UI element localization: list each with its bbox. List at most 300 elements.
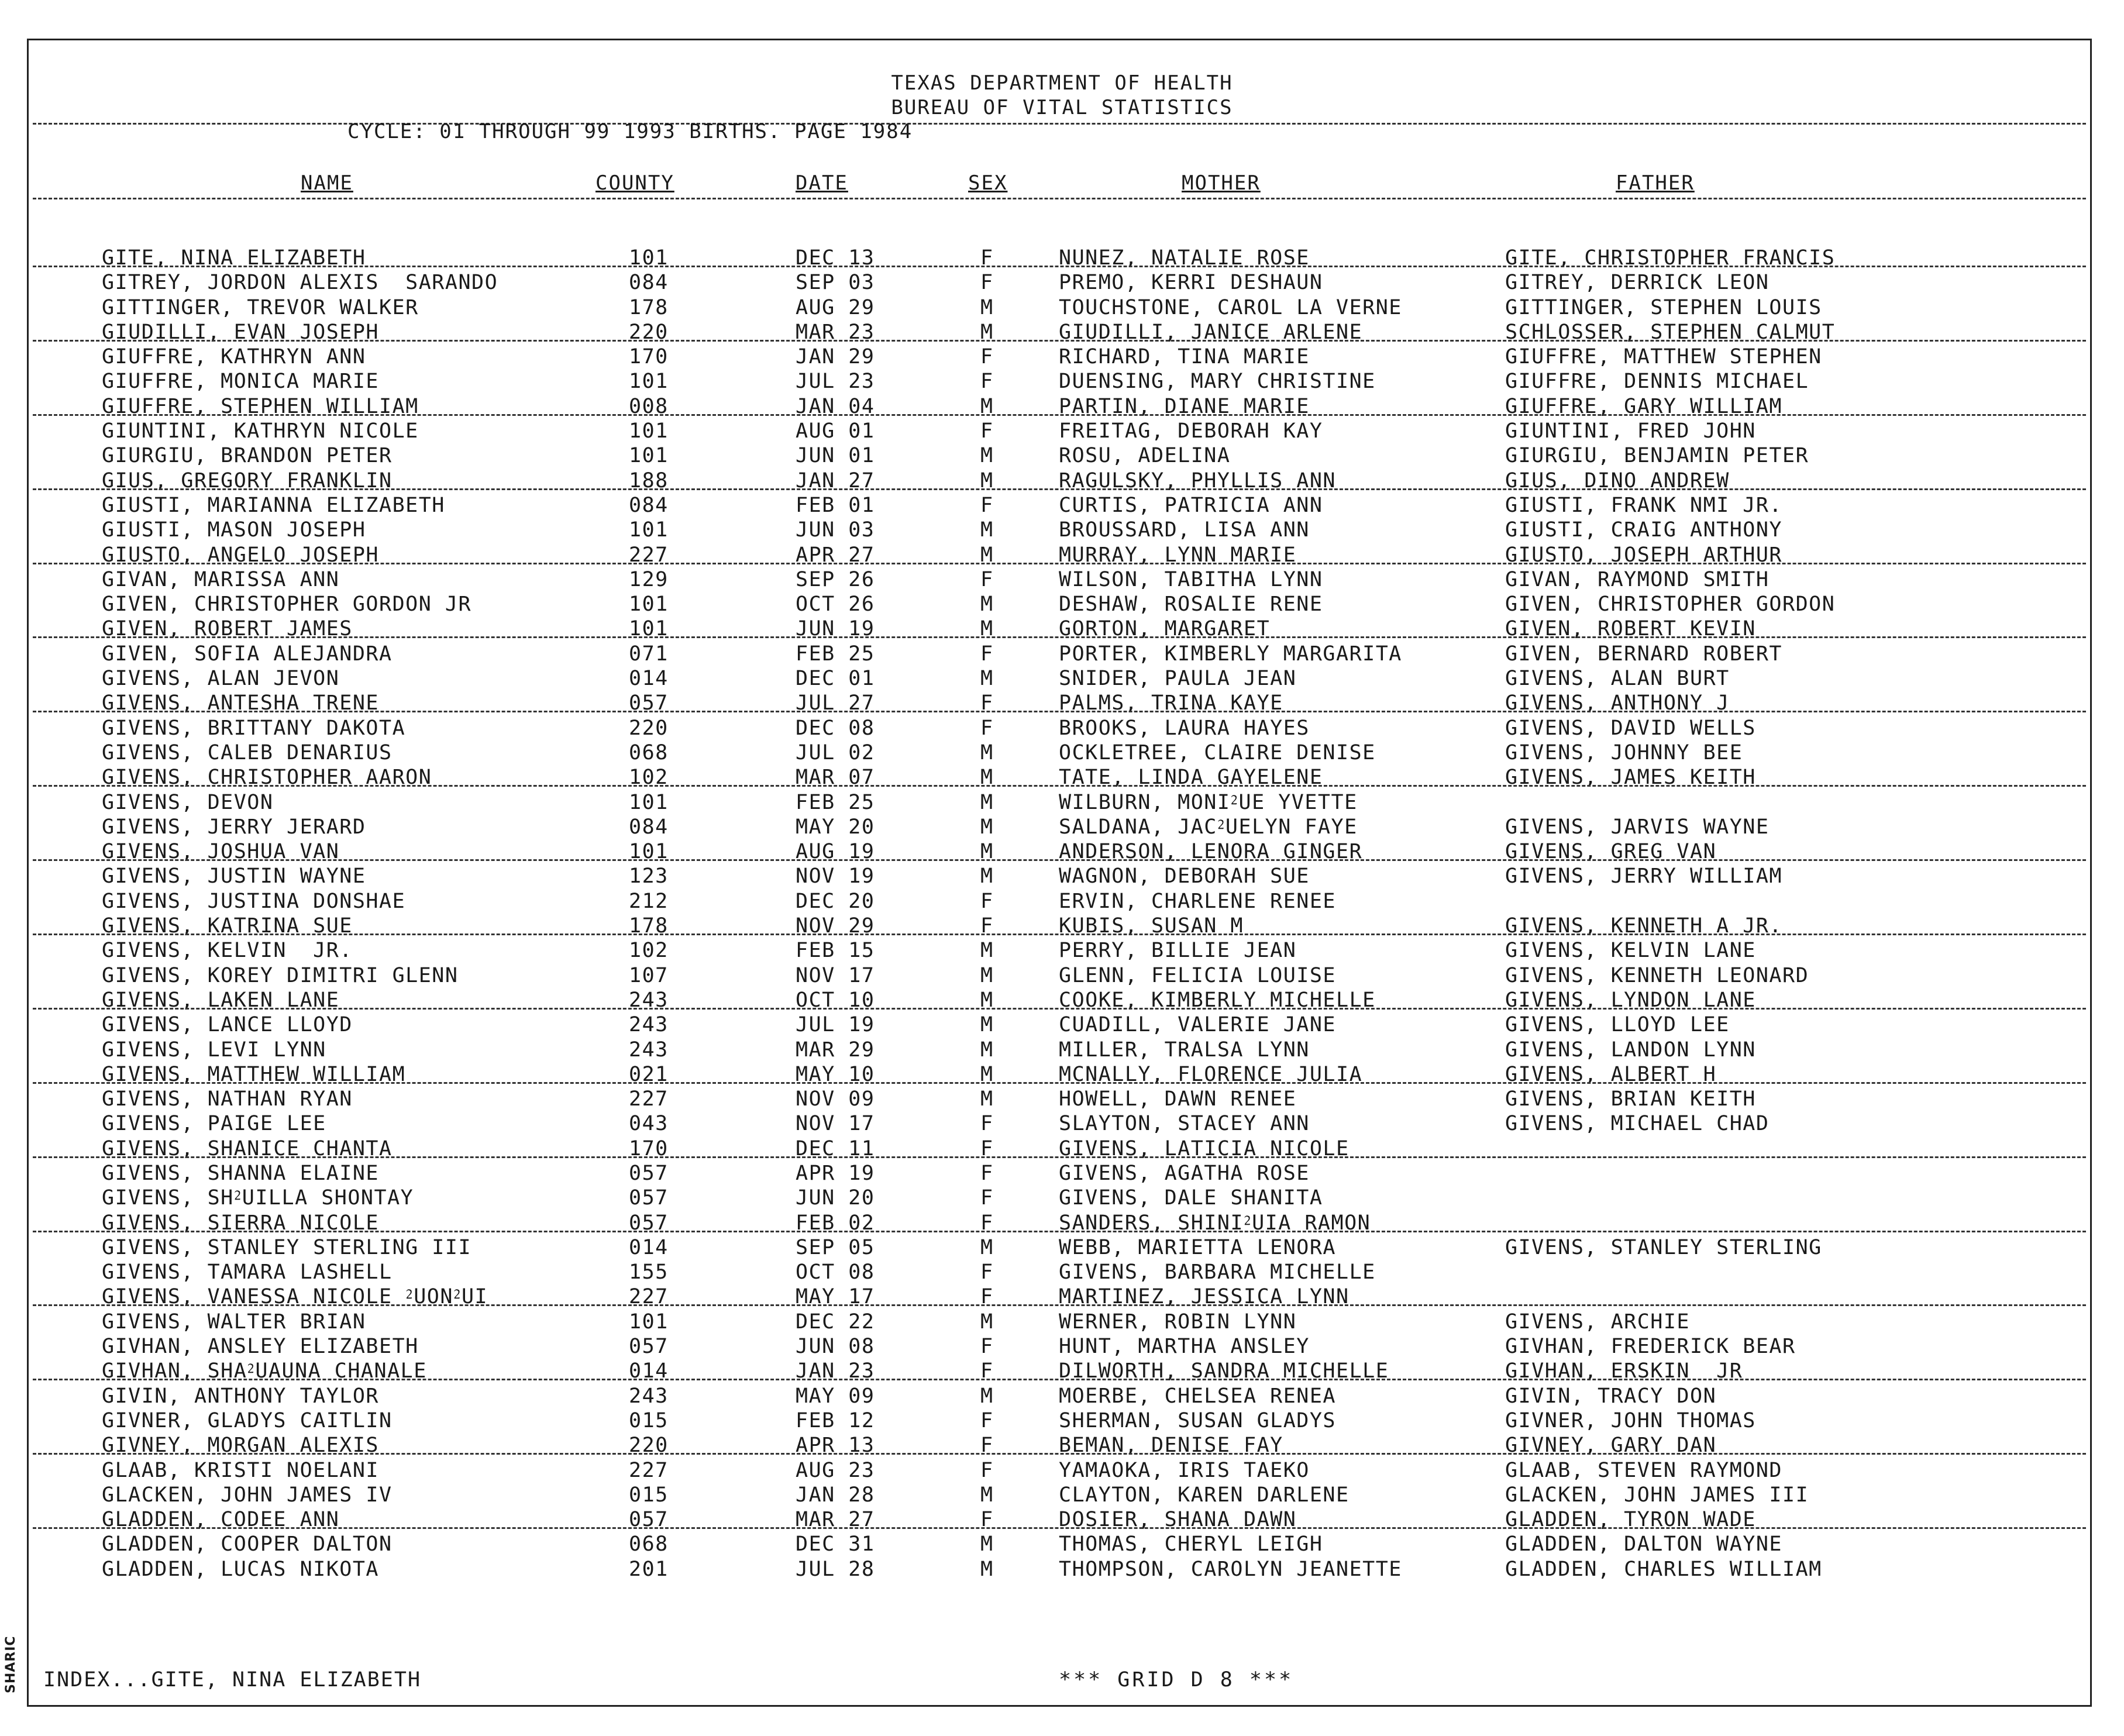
cell-name: GIVENS, SIERRA NICOLE [102, 1211, 380, 1235]
cell-mother: WILSON, TABITHA LYNN [1059, 567, 1323, 591]
cell-county: 220 [629, 716, 669, 740]
column-header-name: NAME [301, 171, 353, 195]
cell-mother: GIVENS, LATICIA NICOLE [1059, 1136, 1350, 1160]
cell-sex: F [980, 1260, 994, 1284]
cell-mother: GIVENS, BARBARA MICHELLE [1059, 1260, 1376, 1284]
cell-father: GLADDEN, CHARLES WILLIAM [1505, 1557, 1822, 1581]
cell-father: GIVNER, JOHN THOMAS [1505, 1408, 1756, 1432]
cell-county: 084 [629, 815, 669, 839]
cell-county: 243 [629, 988, 669, 1012]
cell-sex: F [980, 567, 994, 591]
cell-father: GIUS, DINO ANDREW [1505, 469, 1730, 492]
cell-mother: PARTIN, DIANE MARIE [1059, 394, 1310, 418]
cell-county: 201 [629, 1557, 669, 1581]
table-row [0, 1062, 2124, 1087]
cell-name: GIVENS, CALEB DENARIUS [102, 740, 393, 764]
cell-name: GIVENS, SH⁲UILLA SHONTAY [102, 1186, 414, 1210]
cell-sex: F [980, 1508, 994, 1532]
cell-father: GIUFFRE, DENNIS MICHAEL [1505, 370, 1809, 394]
cell-father: GIVENS, LANDON LYNN [1505, 1038, 1756, 1062]
header-subtitle: BUREAU OF VITAL STATISTICS [891, 96, 1233, 119]
cell-sex: M [980, 469, 994, 492]
cell-county: 101 [629, 790, 669, 814]
cell-date: MAY 20 [796, 815, 875, 839]
table-row [0, 1483, 2124, 1507]
cell-county: 155 [629, 1260, 669, 1284]
cell-father: GIUSTO, JOSEPH ARTHUR [1505, 543, 1783, 567]
cell-mother: HUNT, MARTHA ANSLEY [1059, 1335, 1310, 1359]
cell-name: GITREY, JORDON ALEXIS SARANDO [102, 271, 498, 295]
table-row [0, 616, 2124, 641]
cell-mother: TATE, LINDA GAYELENE [1059, 766, 1323, 790]
cell-father: GIVENS, ANTHONY J [1505, 691, 1730, 715]
cell-name: GIVENS, ANTESHA TRENE [102, 691, 380, 715]
table-row [0, 1458, 2124, 1483]
cell-sex: F [980, 716, 994, 740]
cell-sex: F [980, 1408, 994, 1432]
cell-mother: TOUCHSTONE, CAROL LA VERNE [1059, 295, 1402, 319]
cell-name: GIVENS, JERRY JERARD [102, 815, 366, 839]
cell-father: GIVENS, JERRY WILLIAM [1505, 864, 1783, 888]
cell-mother: PREMO, KERRI DESHAUN [1059, 271, 1323, 295]
table-row [0, 938, 2124, 963]
table-row [0, 1557, 2124, 1582]
table-row [0, 345, 2124, 369]
table-row [0, 443, 2124, 468]
cell-date: MAR 27 [796, 1508, 875, 1532]
cell-mother: WAGNON, DEBORAH SUE [1059, 864, 1310, 888]
cell-mother: BROOKS, LAURA HAYES [1059, 716, 1310, 740]
cell-name: GIVEN, ROBERT JAMES [102, 617, 353, 641]
cell-date: NOV 17 [796, 1112, 875, 1136]
cell-name: GIVENS, ALAN JEVON [102, 667, 340, 691]
cell-mother: RICHARD, TINA MARIE [1059, 345, 1310, 369]
cell-date: JAN 28 [796, 1483, 875, 1507]
cell-name: GIVENS, LAKEN LANE [102, 988, 340, 1012]
cell-mother: MARTINEZ, JESSICA LYNN [1059, 1285, 1350, 1309]
column-header-mother: MOTHER [1182, 171, 1261, 195]
cell-county: 243 [629, 1384, 669, 1408]
cell-mother: CURTIS, PATRICIA ANN [1059, 493, 1323, 517]
table-row [0, 1235, 2124, 1260]
cell-name: GIVENS, PAIGE LEE [102, 1112, 326, 1136]
table-row [0, 914, 2124, 938]
cell-father: GIUSTI, FRANK NMI JR. [1505, 493, 1783, 517]
cell-name: GIVENS, JUSTINA DONSHAE [102, 889, 406, 913]
cell-sex: F [980, 691, 994, 715]
cell-mother: CUADILL, VALERIE JANE [1059, 1013, 1337, 1037]
cell-father: GIVNEY, GARY DAN [1505, 1434, 1717, 1458]
cell-mother: GIVENS, AGATHA ROSE [1059, 1161, 1310, 1185]
cell-mother: HOWELL, DAWN RENEE [1059, 1087, 1297, 1111]
table-row [0, 518, 2124, 542]
cell-county: 102 [629, 939, 669, 963]
cell-father: GITREY, DERRICK LEON [1505, 271, 1770, 295]
cell-mother: CLAYTON, KAREN DARLENE [1059, 1483, 1350, 1507]
side-label [4, 1635, 21, 1705]
cell-father: GIVENS, ARCHIE [1505, 1310, 1691, 1334]
cell-name: GIVENS, SHANNA ELAINE [102, 1161, 380, 1185]
cell-date: JUL 19 [796, 1013, 875, 1037]
cell-county: 084 [629, 493, 669, 517]
table-row [0, 1260, 2124, 1284]
cell-date: FEB 25 [796, 790, 875, 814]
cell-mother: MILLER, TRALSA LYNN [1059, 1038, 1310, 1062]
cell-date: JUN 19 [796, 617, 875, 641]
cell-sex: M [980, 740, 994, 764]
cell-father: GITE, CHRISTOPHER FRANCIS [1505, 246, 1836, 270]
cell-mother: MURRAY, LYNN MARIE [1059, 543, 1297, 567]
cell-sex: M [980, 543, 994, 567]
cell-mother: ROSU, ADELINA [1059, 444, 1231, 468]
cell-mother: COOKE, KIMBERLY MICHELLE [1059, 988, 1376, 1012]
cell-date: DEC 08 [796, 716, 875, 740]
cell-name: GIVNER, GLADYS CAITLIN [102, 1408, 393, 1432]
cell-date: NOV 09 [796, 1087, 875, 1111]
cell-date: MAR 07 [796, 766, 875, 790]
cell-father: GIVENS, KENNETH A JR. [1505, 914, 1783, 938]
table-row [0, 889, 2124, 914]
cell-sex: F [980, 1458, 994, 1482]
cell-name: GIVENS, BRITTANY DAKOTA [102, 716, 406, 740]
cell-date: FEB 02 [796, 1211, 875, 1235]
table-row [0, 815, 2124, 839]
cell-mother: SHERMAN, SUSAN GLADYS [1059, 1408, 1337, 1432]
cell-date: JUN 01 [796, 444, 875, 468]
cell-mother: OCKLETREE, CLAIRE DENISE [1059, 740, 1376, 764]
records-table [0, 246, 2124, 1582]
cell-mother: SALDANA, JAC⁲UELYN FAYE [1059, 815, 1358, 839]
cell-name: GIUFFRE, KATHRYN ANN [102, 345, 366, 369]
cell-mother: YAMAOKA, IRIS TAEKO [1059, 1458, 1310, 1482]
cell-county: 015 [629, 1483, 669, 1507]
cell-mother: SLAYTON, STACEY ANN [1059, 1112, 1310, 1136]
cell-county: 102 [629, 766, 669, 790]
cell-county: 101 [629, 246, 669, 270]
cell-county: 057 [629, 691, 669, 715]
cell-father: GITTINGER, STEPHEN LOUIS [1505, 295, 1822, 319]
cell-date: MAY 10 [796, 1062, 875, 1086]
cell-name: GITE, NINA ELIZABETH [102, 246, 366, 270]
table-row [0, 493, 2124, 518]
cell-father: GLADDEN, DALTON WAYNE [1505, 1532, 1783, 1556]
cell-date: APR 27 [796, 543, 875, 567]
table-row [0, 1334, 2124, 1359]
cell-father: GIVHAN, FREDERICK BEAR [1505, 1335, 1796, 1359]
cell-date: MAY 09 [796, 1384, 875, 1408]
cell-mother: GORTON, MARGARET [1059, 617, 1271, 641]
table-row [0, 1087, 2124, 1111]
cell-date: OCT 10 [796, 988, 875, 1012]
table-row [0, 1012, 2124, 1037]
cell-father: GIUFFRE, MATTHEW STEPHEN [1505, 345, 1822, 369]
cell-mother: THOMAS, CHERYL LEIGH [1059, 1532, 1323, 1556]
cell-father: GIVENS, JOHNNY BEE [1505, 740, 1743, 764]
cell-father: GIUFFRE, GARY WILLIAM [1505, 394, 1783, 418]
cell-sex: F [980, 642, 994, 666]
cell-date: JUN 03 [796, 518, 875, 542]
cell-sex: F [980, 493, 994, 517]
cell-mother: MCNALLY, FLORENCE JULIA [1059, 1062, 1363, 1086]
cell-name: GLACKEN, JOHN JAMES IV [102, 1483, 393, 1507]
cell-name: GIVENS, NATHAN RYAN [102, 1087, 353, 1111]
cell-name: GIVEN, SOFIA ALEJANDRA [102, 642, 393, 666]
cell-father: GIVEN, BERNARD ROBERT [1505, 642, 1783, 666]
cell-sex: M [980, 1038, 994, 1062]
cell-mother: GLENN, FELICIA LOUISE [1059, 963, 1337, 987]
cell-name: GIVENS, STANLEY STERLING III [102, 1235, 472, 1259]
cell-mother: WEBB, MARIETTA LENORA [1059, 1235, 1337, 1259]
cell-county: 123 [629, 864, 669, 888]
cell-date: DEC 01 [796, 667, 875, 691]
cell-sex: F [980, 246, 994, 270]
cell-sex: M [980, 617, 994, 641]
table-row [0, 295, 2124, 320]
cell-father: SCHLOSSER, STEPHEN CALMUT [1505, 320, 1836, 344]
cell-mother: BROUSSARD, LISA ANN [1059, 518, 1310, 542]
cell-name: GIUSTI, MASON JOSEPH [102, 518, 366, 542]
header-divider [33, 123, 2086, 125]
index-footer: INDEX...GITE, NINA ELIZABETH [43, 1668, 422, 1692]
cell-date: OCT 08 [796, 1260, 875, 1284]
cell-county: 107 [629, 963, 669, 987]
cell-mother: PERRY, BILLIE JEAN [1059, 939, 1297, 963]
table-row [0, 1408, 2124, 1433]
cell-county: 220 [629, 320, 669, 344]
cell-date: DEC 20 [796, 889, 875, 913]
cell-county: 227 [629, 1458, 669, 1482]
cell-sex: F [980, 914, 994, 938]
cell-date: SEP 03 [796, 271, 875, 295]
cell-sex: M [980, 394, 994, 418]
cell-date: JAN 23 [796, 1359, 875, 1383]
cell-county: 178 [629, 914, 669, 938]
cell-name: GIUSTI, MARIANNA ELIZABETH [102, 493, 445, 517]
cell-sex: M [980, 444, 994, 468]
cell-father: GIVENS, GREG VAN [1505, 840, 1717, 864]
side-label-text: SHARIC [4, 1635, 18, 1693]
cell-mother: DESHAW, ROSALIE RENE [1059, 593, 1323, 616]
cell-name: GIUFFRE, STEPHEN WILLIAM [102, 394, 419, 418]
cell-mother: SANDERS, SHINI⁲UIA RAMON [1059, 1211, 1371, 1235]
cell-date: APR 19 [796, 1161, 875, 1185]
cell-father: GLAAB, STEVEN RAYMOND [1505, 1458, 1783, 1482]
cell-sex: M [980, 1532, 994, 1556]
cell-county: 101 [629, 370, 669, 394]
cell-mother: SNIDER, PAULA JEAN [1059, 667, 1297, 691]
cell-name: GIVENS, KELVIN JR. [102, 939, 353, 963]
cell-name: GIVIN, ANTHONY TAYLOR [102, 1384, 380, 1408]
cell-county: 243 [629, 1038, 669, 1062]
table-row [0, 1310, 2124, 1334]
cell-name: GIUNTINI, KATHRYN NICOLE [102, 419, 419, 443]
cell-sex: M [980, 1062, 994, 1086]
cell-name: GIURGIU, BRANDON PETER [102, 444, 393, 468]
cell-sex: M [980, 1483, 994, 1507]
table-row [0, 666, 2124, 691]
cell-date: DEC 13 [796, 246, 875, 270]
cell-county: 170 [629, 1136, 669, 1160]
grid-footer: *** GRID D 8 *** [1059, 1668, 1294, 1692]
cell-county: 057 [629, 1161, 669, 1185]
cell-father: GIVENS, MICHAEL CHAD [1505, 1112, 1770, 1136]
cell-date: JUL 23 [796, 370, 875, 394]
cell-date: FEB 12 [796, 1408, 875, 1432]
cell-date: MAR 29 [796, 1038, 875, 1062]
cell-date: JUN 20 [796, 1186, 875, 1210]
cell-father: GLACKEN, JOHN JAMES III [1505, 1483, 1809, 1507]
cell-date: AUG 01 [796, 419, 875, 443]
cell-name: GLADDEN, LUCAS NIKOTA [102, 1557, 380, 1581]
cell-county: 227 [629, 1087, 669, 1111]
column-header-county: COUNTY [595, 171, 674, 195]
cell-sex: M [980, 518, 994, 542]
cell-date: SEP 26 [796, 567, 875, 591]
cell-county: 084 [629, 271, 669, 295]
cell-sex: F [980, 1136, 994, 1160]
cell-mother: WERNER, ROBIN LYNN [1059, 1310, 1297, 1334]
cell-name: GLAAB, KRISTI NOELANI [102, 1458, 380, 1482]
cell-sex: M [980, 1557, 994, 1581]
cell-father: GIVENS, JAMES KEITH [1505, 766, 1756, 790]
cell-date: JAN 27 [796, 469, 875, 492]
table-row [0, 246, 2124, 270]
table-row [0, 1111, 2124, 1136]
cell-sex: M [980, 1235, 994, 1259]
cell-name: GIVAN, MARISSA ANN [102, 567, 340, 591]
table-row [0, 765, 2124, 790]
column-header-father: FATHER [1616, 171, 1695, 195]
table-row [0, 864, 2124, 888]
cell-date: DEC 11 [796, 1136, 875, 1160]
cell-father: GIVENS, ALAN BURT [1505, 667, 1730, 691]
cell-sex: F [980, 419, 994, 443]
table-row [0, 469, 2124, 493]
table-row [0, 394, 2124, 419]
cell-name: GIVENS, JUSTIN WAYNE [102, 864, 366, 888]
cell-sex: M [980, 667, 994, 691]
cell-name: GIVHAN, ANSLEY ELIZABETH [102, 1335, 419, 1359]
cell-county: 021 [629, 1062, 669, 1086]
cell-mother: MOERBE, CHELSEA RENEA [1059, 1384, 1337, 1408]
cell-date: NOV 19 [796, 864, 875, 888]
table-row [0, 1507, 2124, 1532]
cell-sex: F [980, 1285, 994, 1309]
cell-county: 101 [629, 419, 669, 443]
cell-mother: DUENSING, MARY CHRISTINE [1059, 370, 1376, 394]
cell-county: 015 [629, 1408, 669, 1432]
cell-mother: DILWORTH, SANDRA MICHELLE [1059, 1359, 1389, 1383]
cell-sex: F [980, 370, 994, 394]
cell-name: GIUDILLI, EVAN JOSEPH [102, 320, 380, 344]
cell-county: 243 [629, 1013, 669, 1037]
cell-date: AUG 23 [796, 1458, 875, 1482]
table-row [0, 419, 2124, 443]
cell-sex: F [980, 889, 994, 913]
cell-date: JAN 04 [796, 394, 875, 418]
column-header-divider [33, 198, 2086, 199]
cell-date: FEB 01 [796, 493, 875, 517]
cell-county: 212 [629, 889, 669, 913]
cell-mother: DOSIER, SHANA DAWN [1059, 1508, 1297, 1532]
cell-date: DEC 22 [796, 1310, 875, 1334]
cell-mother: FREITAG, DEBORAH KAY [1059, 419, 1323, 443]
cell-name: GIVENS, CHRISTOPHER AARON [102, 766, 432, 790]
cell-mother: PORTER, KIMBERLY MARGARITA [1059, 642, 1402, 666]
cell-sex: F [980, 1434, 994, 1458]
table-row [0, 1433, 2124, 1458]
cell-county: 057 [629, 1211, 669, 1235]
cell-father: GIVENS, KELVIN LANE [1505, 939, 1756, 963]
cell-sex: M [980, 963, 994, 987]
cell-sex: M [980, 840, 994, 864]
cell-sex: F [980, 345, 994, 369]
cell-sex: F [980, 1335, 994, 1359]
cell-name: GIVENS, KOREY DIMITRI GLENN [102, 963, 459, 987]
cell-date: MAY 17 [796, 1285, 875, 1309]
column-header-date: DATE [796, 171, 848, 195]
table-row [0, 320, 2124, 345]
cell-date: SEP 05 [796, 1235, 875, 1259]
cell-name: GIVENS, LEVI LYNN [102, 1038, 326, 1062]
table-row [0, 1186, 2124, 1210]
table-row [0, 1284, 2124, 1309]
cell-sex: M [980, 988, 994, 1012]
cell-county: 101 [629, 1310, 669, 1334]
cell-date: JAN 29 [796, 345, 875, 369]
cell-county: 220 [629, 1434, 669, 1458]
cell-father: GLADDEN, TYRON WADE [1505, 1508, 1756, 1532]
cell-name: GIUFFRE, MONICA MARIE [102, 370, 380, 394]
table-row [0, 740, 2124, 765]
cell-county: 178 [629, 295, 669, 319]
cell-mother: ERVIN, CHARLENE RENEE [1059, 889, 1337, 913]
cell-county: 014 [629, 667, 669, 691]
table-row [0, 270, 2124, 295]
cycle-line: CYCLE: 01 THROUGH 99 1993 BIRTHS. PAGE 1984 [347, 120, 913, 143]
cell-name: GIVENS, JOSHUA VAN [102, 840, 340, 864]
table-row [0, 691, 2124, 715]
table-row [0, 1161, 2124, 1186]
cell-father: GIVENS, ALBERT H [1505, 1062, 1717, 1086]
cell-name: GIVENS, MATTHEW WILLIAM [102, 1062, 406, 1086]
column-header-sex: SEX [968, 171, 1008, 195]
cell-county: 101 [629, 444, 669, 468]
cell-sex: F [980, 1211, 994, 1235]
cell-father: GIVENS, DAVID WELLS [1505, 716, 1756, 740]
table-row [0, 642, 2124, 666]
cell-date: APR 13 [796, 1434, 875, 1458]
cell-name: GIVENS, VANESSA NICOLE ⁲UON⁲UI [102, 1285, 488, 1309]
table-row [0, 592, 2124, 616]
table-row [0, 369, 2124, 394]
cell-name: GLADDEN, COOPER DALTON [102, 1532, 393, 1556]
cell-father: GIVIN, TRACY DON [1505, 1384, 1717, 1408]
cell-county: 227 [629, 543, 669, 567]
cell-mother: PALMS, TRINA KAYE [1059, 691, 1283, 715]
cell-county: 057 [629, 1335, 669, 1359]
header-title: TEXAS DEPARTMENT OF HEALTH [891, 71, 1233, 95]
cell-name: GIVHAN, SHA⁲UAUNA CHANALE [102, 1359, 427, 1383]
cell-father: GIVENS, STANLEY STERLING [1505, 1235, 1822, 1259]
cell-date: NOV 29 [796, 914, 875, 938]
cell-father: GIURGIU, BENJAMIN PETER [1505, 444, 1809, 468]
table-row [0, 988, 2124, 1012]
table-row [0, 1136, 2124, 1161]
cell-father: GIVEN, ROBERT KEVIN [1505, 617, 1756, 641]
cell-county: 129 [629, 567, 669, 591]
cell-name: GIVNEY, MORGAN ALEXIS [102, 1434, 380, 1458]
